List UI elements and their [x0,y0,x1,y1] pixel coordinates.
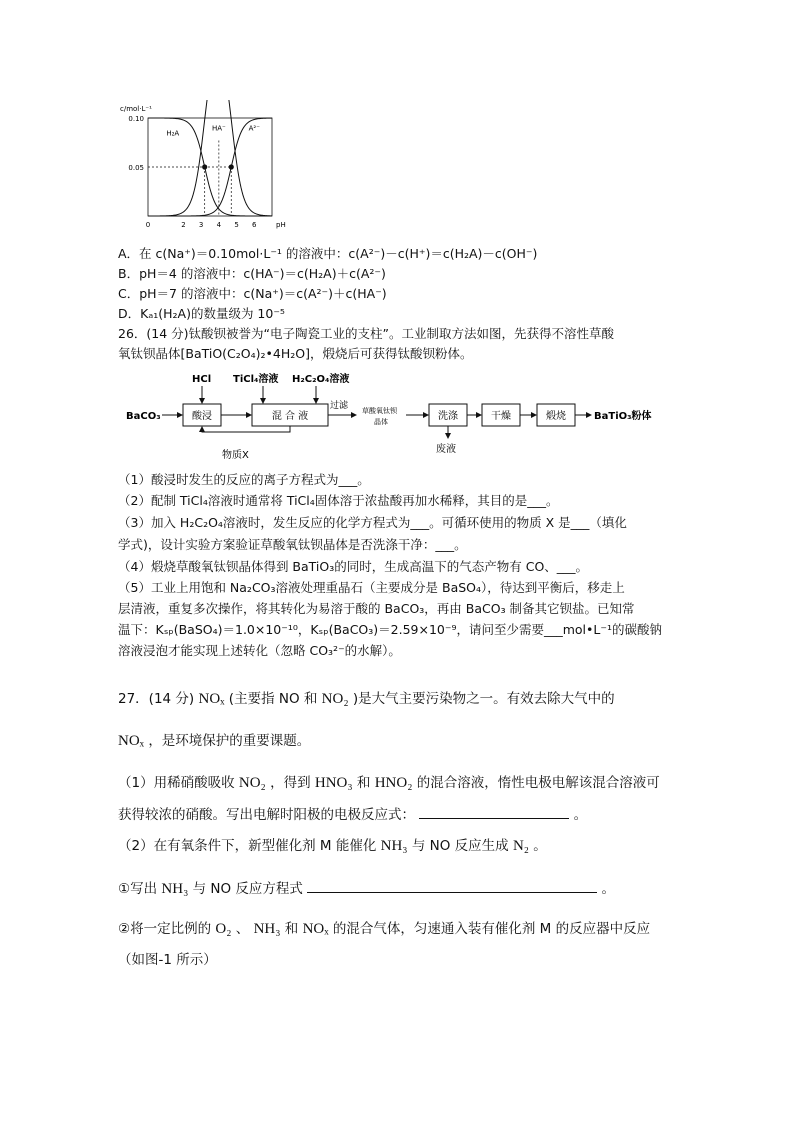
series-label: H₂A [166,129,180,138]
q27-line1 [118,691,615,707]
q27-line4 [118,806,587,823]
q27-text: (主要指 NO 和 [228,691,318,707]
q27-text: 与 NO 反应方程式 [192,881,303,897]
q25-option-d: D．Kₐ₁(H₂A)的数量级为 10⁻⁵ [118,306,285,321]
q26-sub5b: 层清液，重复多次操作，将其转化为易溶于酸的 BaCO₃，再由 BaCO₃ 制备其它钡盐。已知常 [118,601,635,616]
flow-step-label: 干燥 [491,411,511,422]
q26-sub5c: 温下：Kₛₚ(BaSO₄)＝1.0×10⁻¹⁰，Kₛₚ(BaCO₃)＝2.59×10⁻⁹，请问至少需要___mol•L⁻¹的碳酸钠 [118,622,662,637]
formula-nox: NOₓ [118,733,145,749]
q26-sub3a: （3）加入 H₂C₂O₄溶液时，发生反应的化学方程式为___。可循环使用的物质 X 是___（填化 [118,515,627,530]
y-tick-label: 0.05 [128,164,144,172]
x-tick-label: 6 [252,221,257,229]
q26-sub5d: 溶液浸泡才能实现上述转化（忽略 CO₃²⁻的水解）。 [118,643,401,658]
q27-text: 的混合溶液，惰性电极电解该混合溶液可 [416,775,660,791]
formula-n2: N₂ [512,838,529,854]
flow-step-label: 煅烧 [546,411,566,422]
flow-input: BaCO₃ [126,411,161,422]
q27-text: 。 [601,881,616,897]
q27-text: )是大气主要污染物之一。有效去除大气中的 [352,691,615,707]
formula-o2: O₂ [215,921,232,937]
flow-reagent-h2c2o4: H₂C₂O₄溶液 [292,374,350,385]
q27-text: （1）用稀硝酸吸收 [118,775,235,791]
q27-text: 的混合气体，匀速通入装有催化剂 M 的反应器中反应 [332,921,651,937]
q27-line5 [118,838,547,854]
q27-text: 、 [235,921,250,937]
q25-option-a: A．在 c(Na⁺)＝0.10mol·L⁻¹ 的溶液中：c(A²⁻)－c(H⁺)＝c(H₂A)－c(OH⁻) [118,246,538,261]
x-tick-label: 5 [234,221,239,229]
q27-line2 [118,733,310,749]
flow-step-label: 混 合 液 [271,411,309,422]
series-label: HA⁻ [211,124,226,133]
flow-crystal-line1: 草酸氧钛钡 [362,407,397,415]
q27-text: 和 [356,775,371,791]
y-tick-label: 0.10 [128,115,144,123]
q27-text: 。 [573,807,588,823]
q27-text: 与 NO 反应生成 [411,838,509,854]
q26-sub5a: （5）工业上用饱和 Na₂CO₃溶液处理重晶石（主要成分是 BaSO₄），待达到平衡后，移走上 [118,580,625,595]
formula-hno2: HNO₂ [374,775,413,791]
series-line-ha [148,100,272,216]
formula-nh3: NH₃ [253,921,281,937]
flow-output: BaTiO₃粉体 [594,411,652,422]
flow-step-label: 洗涤 [438,411,458,422]
formula-no2: NO₂ [238,775,266,791]
flow-reagent-hcl: HCl [192,374,212,385]
answer-blank[interactable] [419,806,569,819]
q27-line8: （如图-1 所示） [118,952,217,968]
flow-waste-label: 废液 [436,444,456,455]
q27-text: 和 [284,921,299,937]
q27-text: ，是环境保护的重要课题。 [148,733,311,749]
x-axis-label: pH [276,221,286,229]
x-tick-label: 4 [216,221,222,229]
chart-ylabel: c/mol·L⁻¹ [120,105,152,113]
formula-nh3: NH₃ [380,838,408,854]
series-label: A²⁻ [248,124,260,133]
formula-nox: NOₓ [198,691,225,707]
formula-nox: NOₓ [302,921,329,937]
q26-sub4: （4）煅烧草酸氧钛钡晶体得到 BaTiO₃的同时，生成高温下的气态产物有 CO、___。 [118,559,589,574]
q26-sub2: （2）配制 TiCl₄溶液时通常将 TiCl₄固体溶于浓盐酸再加水稀释，其目的是___。 [118,493,559,508]
process-flow-diagram [118,368,678,468]
q27-number: 27．(14 分) [118,691,195,707]
q27-text: （2）在有氧条件下，新型催化剂 M 能催化 [118,838,377,854]
q25-option-b: B．pH＝4 的溶液中：c(HA⁻)＝c(H₂A)＋c(A²⁻) [118,266,386,281]
x-tick-label: 0 [145,221,151,229]
formula-hno3: HNO₃ [314,775,353,791]
distribution-chart [118,100,298,230]
q27-line3 [118,775,660,791]
q26-sub1: （1）酸浸时发生的反应的离子方程式为___。 [118,472,370,487]
q27-text: 。 [533,838,547,854]
q27-line6 [118,880,615,897]
q27-line7 [118,921,650,937]
formula-no2: NO₂ [321,691,349,707]
q27-text: ，得到 [270,775,311,791]
flow-step-label: 酸浸 [192,411,212,422]
q27-text: ②将一定比例的 [118,921,212,937]
answer-blank[interactable] [307,880,597,893]
flow-reagent-ticl4: TiCl₄溶液 [233,374,279,385]
flow-crystal-line2: 晶体 [374,418,388,426]
q27-text: 获得较浓的硝酸。写出电解时阳极的电极反应式： [118,807,415,823]
q26-intro-line1: 26．(14 分)钛酸钡被誉为“电子陶瓷工业的支柱”。工业制取方法如图，先获得不溶性草酸 [118,326,614,341]
q27-text: ①写出 [118,881,158,897]
flow-filter-label: 过滤 [330,401,349,411]
q26-sub3b: 学式)，设计实验方案验证草酸氧钛钡晶体是否洗涤干净：___。 [118,537,467,552]
flow-recycle-label: 物质X [222,450,249,461]
q26-intro-line2: 氧钛钡晶体[BaTiO(C₂O₄)₂•4H₂O]，煅烧后可获得钛酸钡粉体。 [118,346,473,361]
crossing-point [229,164,234,169]
formula-nh3: NH₃ [161,881,189,897]
x-tick-label: 2 [181,221,186,229]
crossing-point [202,164,207,169]
x-tick-label: 3 [198,221,204,229]
q25-option-c: C．pH＝7 的溶液中：c(Na⁺)＝c(A²⁻)＋c(HA⁻) [118,286,387,301]
